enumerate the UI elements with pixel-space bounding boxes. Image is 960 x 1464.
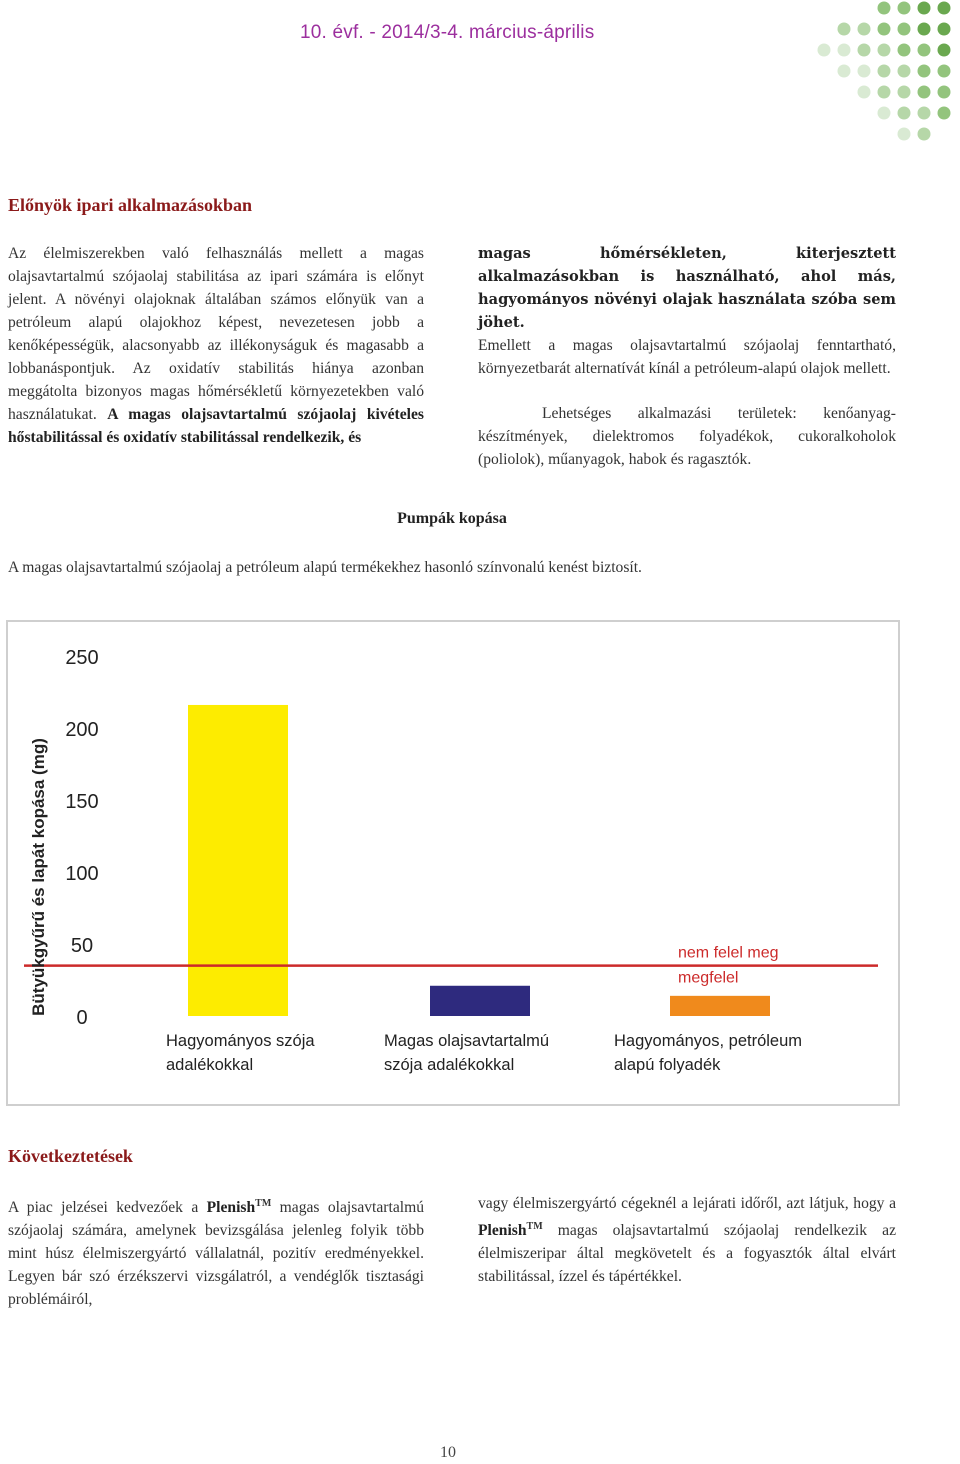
y-tick-label: 0: [76, 1007, 88, 1029]
decorative-dot: [918, 2, 931, 15]
decorative-dot: [838, 65, 851, 78]
decorative-dot: [898, 2, 911, 15]
issue-header: 10. évf. - 2014/3-4. március-április: [300, 22, 595, 43]
x-category-label: adalékokkal: [166, 1056, 254, 1074]
decorative-dot: [918, 23, 931, 36]
conclusions-right-a: vagy élelmiszergyártó cégeknél a lejárati időről, azt látjuk, hogy a: [478, 1195, 896, 1212]
decorative-dot: [938, 86, 951, 99]
decorative-dot: [878, 65, 891, 78]
advantages-application-areas: Lehetséges alkalmazási területek: kenőanyag-készítmények, dielektromos folyadékok, cukoralkoholok (poliolok), műanyagok, habok és ragasztók.: [478, 405, 896, 468]
advantages-right-bold: magas hőmérsékleten, kiterjesztett alkalmazásokban is használható, ahol más, hagyományos növényi olajak használata szóba sem jöhet.: [478, 245, 896, 331]
decorative-dot: [918, 107, 931, 120]
advantages-left-column: [8, 242, 424, 449]
decorative-dot: [878, 2, 891, 15]
bar-3: [670, 996, 770, 1016]
section-title-conclusions: Következtetések: [8, 1146, 133, 1166]
decorative-dot: [858, 44, 871, 57]
decorative-dot: [918, 65, 931, 78]
y-tick-label: 100: [65, 863, 99, 885]
decorative-dot: [938, 2, 951, 15]
x-category-label: Hagyományos szója: [166, 1032, 315, 1050]
trademark-mark: TM: [255, 1198, 272, 1209]
conclusions-right-b: magas olajsavtartalmú szójaolaj rendelkezik az élelmiszeripar által megkövetelt és a fogyasztók által elvárt stabilitással, ízzel és tápértékkel.: [478, 1222, 896, 1286]
brand-name: Plenish: [206, 1199, 256, 1217]
decorative-dot: [938, 44, 951, 57]
decorative-dot: [938, 23, 951, 36]
decorative-dot: [878, 23, 891, 36]
trademark-mark-2: TM: [526, 1221, 543, 1232]
decorative-dot: [878, 107, 891, 120]
conclusions-left-a: A piac jelzései kedvezőek a: [8, 1199, 207, 1217]
advantages-right-column: [478, 242, 896, 471]
conclusions-left-column: [8, 1192, 424, 1311]
decorative-dot: [918, 44, 931, 57]
advantages-left-bold: A magas olajsavtartalmú szójaolaj kivételes hőstabilitással és oxidatív stabilitással rendelkezik, és: [8, 406, 424, 446]
advantages-left-text: Az élelmiszerekben való felhasználás mellett a magas olajsavtartalmú szójaolaj stabilitása az ipari számára is előnyt jelent. A növényi olajoknak általában számos előnyük van a petróleum alapú olajokhoz képest, nevezetesen jobb a kenőképességük, alacsonyabb az illékonyságuk és magasabb a lobbanáspontjuk. Az oxidatív stabilitás hiánya azonban meggátolta bizonyos magas hőmérsékletű környezetekben való használatukat.: [8, 245, 424, 423]
decorative-dot: [858, 65, 871, 78]
conclusions-right-column: [478, 1192, 896, 1288]
section-title-advantages: Előnyök ipari alkalmazásokban: [8, 195, 253, 215]
decorative-dot: [878, 86, 891, 99]
decorative-dot: [918, 128, 931, 141]
decorative-dot: [818, 44, 831, 57]
decorative-dot: [898, 128, 911, 141]
brand-name-2: Plenish: [478, 1222, 527, 1240]
decorative-dot: [898, 86, 911, 99]
decorative-dot: [858, 23, 871, 36]
page-number: 10: [440, 1444, 456, 1461]
x-category-label: Hagyományos, petróleum: [614, 1032, 803, 1050]
advantages-right-text: Emellett a magas olajsavtartalmú szójaolaj fenntartható, környezetbarát alternatívát kínál a petróleum-alapú olajok mellett.: [478, 337, 896, 377]
pump-wear-text: A magas olajsavtartalmú szójaolaj a petróleum alapú termékekhez hasonló színvonalú kenést biztosít.: [8, 559, 642, 576]
decorative-dot: [898, 23, 911, 36]
y-tick-label: 250: [65, 647, 99, 669]
bar-1: [188, 705, 288, 1016]
threshold-label-pass: megfelel: [678, 969, 739, 987]
pump-wear-title: Pumpák kopása: [397, 510, 507, 527]
x-category-label: szója adalékokkal: [384, 1056, 515, 1074]
x-category-label: Magas olajsavtartalmú: [384, 1032, 550, 1050]
conclusions-left-b: magas olajsavtartalmú szójaolaj számára, amelynek bevizsgálása jelenleg folyik több mint húsz élelmiszergyártó vállalatnál, pozitív eredményekkel. Legyen bár szó érzékszervi vizsgálatról, a vendéglők tisztasági problémáiról,: [8, 1199, 424, 1309]
decorative-dot: [858, 86, 871, 99]
decorative-dot: [898, 65, 911, 78]
y-axis-label: Bütyükgyűrű és lapát kopása (mg): [29, 738, 48, 1016]
bar-2: [430, 986, 530, 1016]
decorative-dots: [814, 0, 954, 150]
decorative-dot: [838, 44, 851, 57]
y-tick-label: 50: [70, 935, 94, 957]
decorative-dot: [838, 23, 851, 36]
decorative-dot: [918, 86, 931, 99]
y-tick-label: 200: [65, 719, 99, 741]
x-category-label: alapú folyadék: [614, 1056, 721, 1074]
decorative-dot: [878, 44, 891, 57]
decorative-dot: [898, 44, 911, 57]
chart-canvas: [8, 622, 898, 1104]
decorative-dot: [898, 107, 911, 120]
pump-wear-chart: [6, 620, 900, 1106]
decorative-dot: [938, 65, 951, 78]
decorative-dot: [938, 107, 951, 120]
y-tick-label: 150: [65, 791, 99, 813]
threshold-label-fail: nem felel meg: [678, 944, 779, 962]
